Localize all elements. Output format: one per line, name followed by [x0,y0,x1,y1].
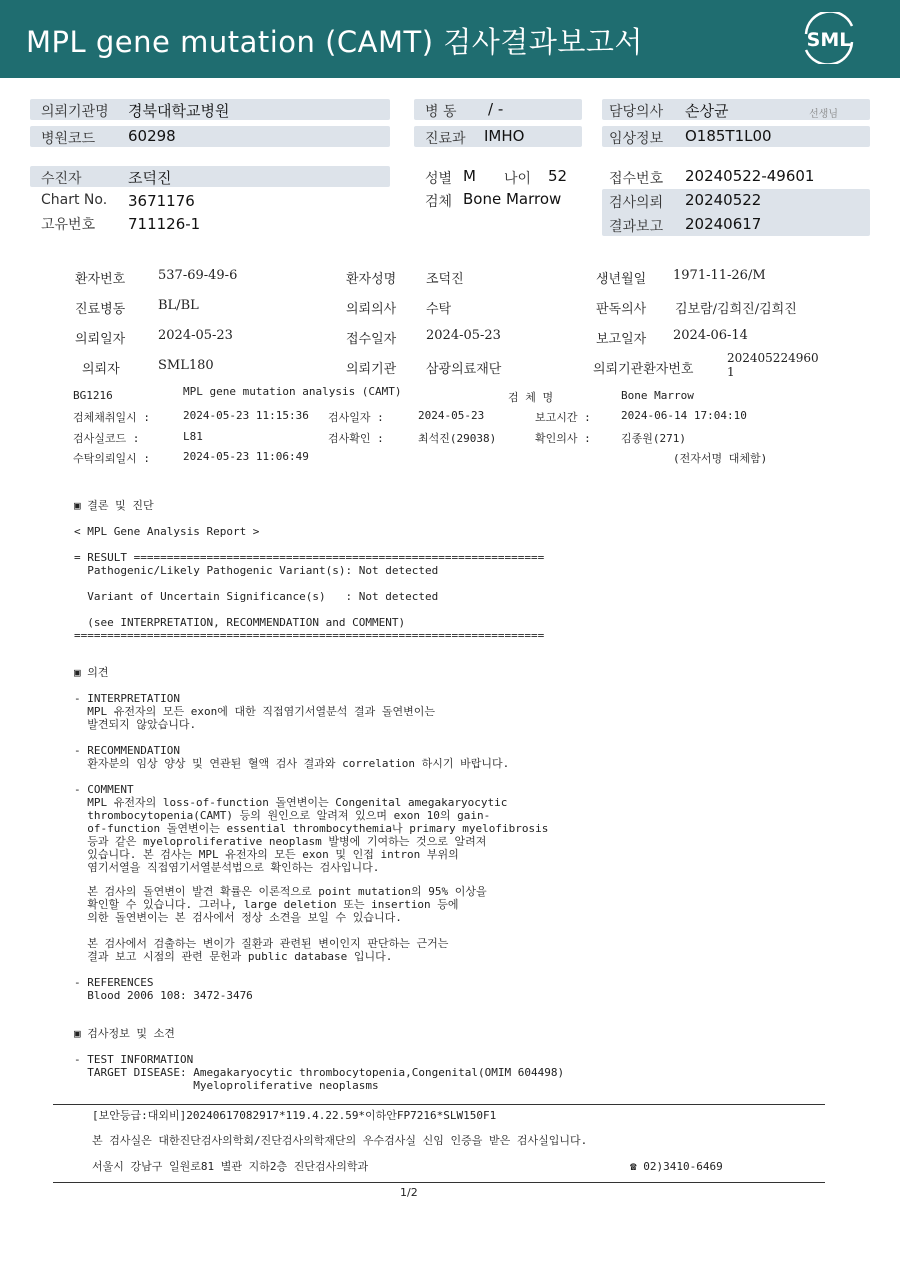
test-code: BG1216 [73,389,113,402]
sex-value: M [463,167,476,185]
test-req-label: 검사의뢰 [609,195,664,211]
cert-line: 본 검사실은 대한진단검사의학회/진단검사의학재단의 우수검사실 신임 인증을 받은 검사실입니다. [92,1134,588,1147]
result-value: 20240617 [685,215,762,233]
confirm-value: 최석진(29038) [418,432,497,445]
confirm-label: 검사확인 : [328,432,384,445]
pb-label: 의뢰의사 [346,302,397,317]
result-block: = RESULT ============================================================== Pathogenic/Likely Pathogenic Variant(s): Not detected Variant of Uncertain Significance(s) : Not detected (see INTERPRETATION, RECOMMENDATION and COMMENT) ======================================================================= [74,551,545,642]
pb-value: 202405224960 [727,351,819,365]
pb-value: 2024-06-14 [673,328,748,343]
hosp-code-value: 60298 [128,127,176,145]
tb-specimen-value: Bone Marrow [621,389,694,402]
unique-label: 고유번호 [41,217,96,233]
sex-label: 성별 [425,171,453,187]
receipt-value: 20240522-49601 [685,167,815,185]
footer-top-rule [53,1104,825,1105]
collect-value: 2024-05-23 11:15:36 [183,409,309,422]
interpretation-block: - INTERPRETATION MPL 유전자의 모든 exon에 대한 직접염기서열분석 결과 돌연변이는 발견되지 않았습니다. [74,692,435,731]
pb-label: 환자번호 [75,272,126,287]
pb-value: 삼광의료재단 [426,362,502,377]
pb-value: 2024-05-23 [158,328,233,343]
logo-text: SML [806,29,852,51]
report-subtitle: < MPL Gene Analysis Report > [74,525,260,538]
commission-label: 수탁의뢰일시 : [73,452,151,465]
pb-label: 판독의사 [596,302,647,317]
pb-value: 1971-11-26/M [673,268,766,283]
confirm-doc-value: 김종원(271) [621,432,686,445]
tb-specimen-label: 검 체 명 [508,391,554,404]
patient-label: 수진자 [41,171,82,187]
footer-bottom-rule [53,1182,825,1183]
test-req-value: 20240522 [685,191,762,209]
pb-value: 김보람/김희진/김희진 [675,302,797,317]
pb-label: 진료병동 [75,302,126,317]
references-block: - REFERENCES Blood 2006 108: 3472-3476 [74,976,253,1002]
pb-label: 의뢰기관환자번호 [593,362,694,377]
sml-logo [798,12,860,64]
hosp-code-label: 병원코드 [41,131,96,147]
testdate-value: 2024-05-23 [418,409,485,422]
pb-value-cont: 1 [727,365,735,379]
recommendation-block: - RECOMMENDATION 환자분의 임상 양상 및 연관된 혈액 검사 결과와 correlation 하시기 바랍니다. [74,744,510,770]
specimen-value: Bone Marrow [463,190,562,208]
pb-label: 의뢰자 [82,362,120,377]
receipt-label: 접수번호 [609,171,664,187]
doctor-value: 손상균 [685,102,729,120]
phone-line: ☎ 02)3410-6469 [630,1160,723,1173]
doctor-label: 담당의사 [609,104,664,120]
address-line: 서울시 강남구 일원로81 별관 지하2층 진단검사의학과 [92,1160,369,1173]
dept-value: IMHO [484,127,525,145]
report-title: MPL gene mutation (CAMT) 검사결과보고서 [26,25,643,59]
security-line: [보안등급:대외비]20240617082917*119.4.22.59*이하안FP7216*SLW150F1 [92,1109,497,1122]
pb-value: 2024-05-23 [426,328,501,343]
age-label: 나이 [504,171,532,187]
collect-label: 검체채취일시 : [73,411,151,424]
result-label: 결과보고 [609,219,664,235]
reporttime-value: 2024-06-14 17:04:10 [621,409,747,422]
req-inst-value: 경북대학교병원 [128,102,230,120]
testinfo-block: - TEST INFORMATION TARGET DISEASE: Amegakaryocytic thrombocytopenia,Congenital(OMIM 604498) Myeloproliferative neoplasms [74,1053,565,1092]
pb-value: SML180 [158,358,214,373]
pb-value: 수탁 [426,302,452,317]
pb-label: 의뢰일자 [75,332,126,347]
comment-block: - COMMENT MPL 유전자의 loss-of-function 돌연변이는 Congenital amegakaryocytic thrombocytopenia(CAMT) 등의 원인으로 알려져 있으며 exon 10의 gain- of-function 돌연변이는 essential thrombocythemia나 primary myelofibrosis 등과 같은 myeloproliferative neoplasm 발병에 기여하는 것으로 알려져 있습니다. 본 검사는 MPL 유전자의 모든 exon 및 인접 intron 부위의 염기서열을 직접염기서열분석법으로 확인하는 검사입니다. [74,783,549,874]
testinfo-heading: ▣ 검사정보 및 소견 [74,1027,175,1040]
chart-label: Chart No. [41,192,108,208]
chart-value: 3671176 [128,192,195,210]
commission-value: 2024-05-23 11:06:49 [183,450,309,463]
ward-label: 병 동 [425,104,457,120]
specimen-label: 검체 [425,194,453,210]
opinion-heading: ▣ 의견 [74,666,109,679]
report-header [0,0,900,78]
patient-value: 조덕진 [128,169,172,187]
pb-value: BL/BL [158,298,199,313]
clinical-value: O185T1L00 [685,127,772,145]
clinical-label: 임상정보 [609,131,664,147]
testdate-label: 검사일자 : [328,411,384,424]
doctor-suffix: 선생님 [809,109,838,120]
pb-label: 보고일자 [596,332,647,347]
room-value: L81 [183,430,203,443]
page-number: 1/2 [400,1186,418,1199]
pb-label: 환자성명 [346,272,397,287]
pb-label: 생년월일 [596,272,647,287]
confirm-doc-label: 확인의사 : [535,432,591,445]
req-inst-label: 의뢰기관명 [41,104,109,120]
pb-label: 의뢰기관 [346,362,397,377]
conclusion-heading: ▣ 결론 및 진단 [74,499,154,512]
comment-block-2: 본 검사의 돌연변이 발견 확률은 이론적으로 point mutation의 95% 이상을 확인할 수 있습니다. 그러나, large deletion 또는 insertion 등에 의한 돌연변이는 본 검사에서 정상 소견을 보일 수 있습니다. [87,885,487,924]
esign-note: (전자서명 대체함) [673,452,768,465]
unique-value: 711126-1 [128,215,201,233]
reporttime-label: 보고시간 : [535,411,591,424]
test-name: MPL gene mutation analysis (CAMT) [183,385,402,398]
ward-value: / - [488,100,504,118]
pb-value: 537-69-49-6 [158,268,238,283]
room-label: 검사실코드 : [73,432,140,445]
pb-label: 접수일자 [346,332,397,347]
patient-box [30,166,390,187]
comment-block-3: 본 검사에서 검출하는 변이가 질환과 관련된 변이인지 판단하는 근거는 결과 보고 시점의 관련 문헌과 public database 입니다. [87,937,449,963]
dept-label: 진료과 [425,131,466,147]
pb-value: 조덕진 [426,272,464,287]
age-value: 52 [548,167,568,185]
